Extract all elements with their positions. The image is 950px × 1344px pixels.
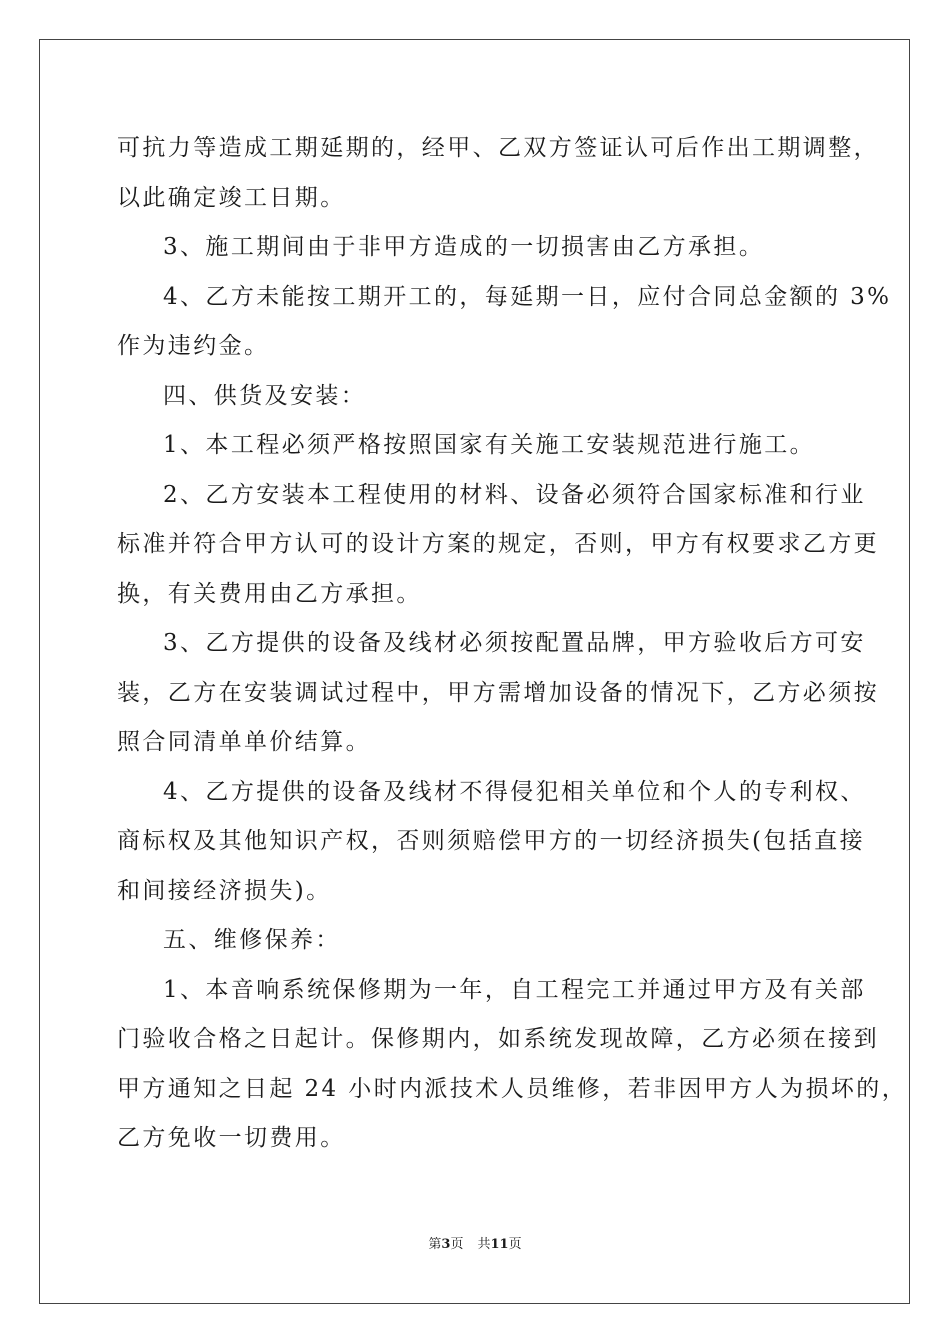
body-line-19: 门验收合格之日起计。保修期内，如系统发现故障，乙方必须在接到 [117,1026,879,1052]
body-line-21: 乙方免收一切费用。 [117,1125,346,1151]
clause-3-1: 3、施工期间由于非甲方造成的一切损害由乙方承担。 [163,234,765,260]
clause-4-2: 4、乙方提供的设备及线材不得侵犯相关单位和个人的专利权、 [163,778,866,805]
clause-4-1: 4、乙方未能按工期开工的，每延期一日，应付合同总金额的 3% [163,283,892,310]
total-suffix: 页 [508,1237,522,1252]
body-line-12: 装，乙方在安装调试过程中，甲方需增加设备的情况下，乙方必须按 [117,679,879,706]
clause-2-2: 2、乙方安装本工程使用的材料、设备必须符合国家标准和行业 [163,481,866,508]
total-pages: 11 [490,1237,509,1252]
body-line-9: 标准并符合甲方认可的设计方案的规定，否则，甲方有权要求乙方更 [117,531,879,557]
page-number: 3 [441,1237,451,1252]
body-line-20: 甲方通知之日起 24 小时内派技术人员维修，若非因甲方人为损坏的， [117,1075,908,1102]
body-line-5: 作为违约金。 [117,333,270,359]
section-heading-supply: 四、供货及安装： [163,382,367,409]
page-suffix: 页 [450,1237,464,1252]
body-line-13: 照合同清单单价结算。 [117,729,371,755]
page-prefix: 第 [428,1237,442,1252]
body-line-1: 可抗力等造成工期延期的，经甲、乙双方签证认可后作出工期调整， [117,135,879,161]
clause-1-3: 1、本音响系统保修期为一年，自工程完工并通过甲方及有关部 [163,976,866,1003]
page-footer [0,1236,950,1254]
document-body [117,124,908,1164]
body-line-2: 以此确定竣工日期。 [117,184,346,211]
clause-3-2: 3、乙方提供的设备及线材必须按配置品牌，甲方验收后方可安 [163,630,866,656]
body-line-10: 换，有关费用由乙方承担。 [117,580,422,607]
section-heading-maintenance: 五、维修保养： [163,927,341,953]
body-line-15: 商标权及其他知识产权，否则须赔偿甲方的一切经济损失(包括直接 [117,828,865,854]
total-prefix: 共 [477,1237,491,1252]
body-line-16: 和间接经济损失)。 [117,877,332,904]
clause-1-2: 1、本工程必须严格按照国家有关施工安装规范进行施工。 [163,432,816,458]
